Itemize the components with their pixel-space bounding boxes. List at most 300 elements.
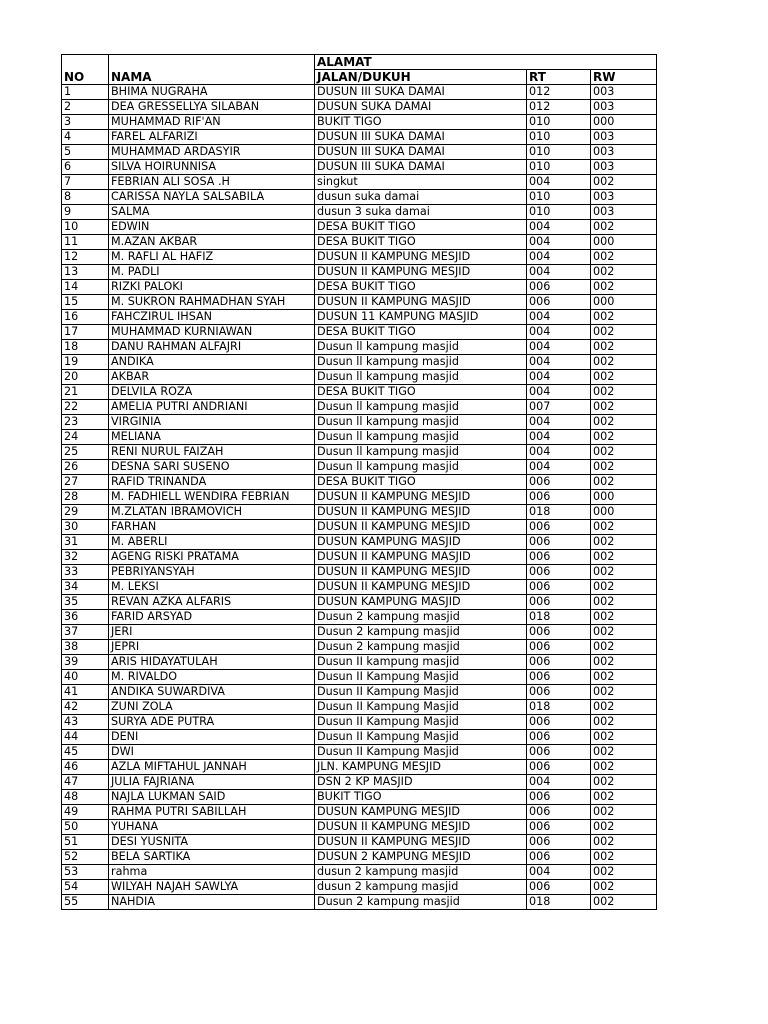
cell-jalan[interactable]: DUSUN II KAMPUNG MESJID — [315, 490, 527, 505]
cell-no[interactable]: 24 — [62, 430, 109, 445]
cell-jalan[interactable]: DUSUN III SUKA DAMAI — [315, 130, 527, 145]
cell-no[interactable]: 11 — [62, 235, 109, 250]
cell-rw[interactable]: 002 — [591, 310, 657, 325]
cell-no[interactable]: 45 — [62, 745, 109, 760]
cell-rw[interactable]: 002 — [591, 745, 657, 760]
cell-no[interactable]: 18 — [62, 340, 109, 355]
cell-nama[interactable]: ZUNI ZOLA — [109, 700, 315, 715]
cell-nama[interactable]: MELIANA — [109, 430, 315, 445]
cell-jalan[interactable]: singkut — [315, 175, 527, 190]
cell-jalan[interactable]: Dusun 2 kampung masjid — [315, 625, 527, 640]
table-row — [62, 370, 657, 385]
cell-rw[interactable]: 002 — [591, 355, 657, 370]
cell-nama[interactable]: DENI — [109, 730, 315, 745]
cell-nama[interactable]: FAREL ALFARIZI — [109, 130, 315, 145]
cell-nama[interactable]: EDWIN — [109, 220, 315, 235]
cell-nama[interactable]: RENI NURUL FAIZAH — [109, 445, 315, 460]
cell-rt[interactable]: 010 — [527, 145, 591, 160]
cell-no[interactable]: 26 — [62, 460, 109, 475]
cell-rt[interactable]: 006 — [527, 730, 591, 745]
table-row — [62, 640, 657, 655]
cell-no[interactable]: 28 — [62, 490, 109, 505]
cell-no[interactable]: 43 — [62, 715, 109, 730]
cell-rw[interactable]: 002 — [591, 670, 657, 685]
table-row — [62, 700, 657, 715]
cell-rt[interactable]: 010 — [527, 205, 591, 220]
cell-jalan[interactable]: DESA BUKIT TIGO — [315, 220, 527, 235]
cell-rw[interactable]: 002 — [591, 685, 657, 700]
cell-rw[interactable]: 002 — [591, 385, 657, 400]
cell-rt[interactable]: 004 — [527, 385, 591, 400]
cell-jalan[interactable]: DUSUN SUKA DAMAI — [315, 100, 527, 115]
cell-jalan[interactable]: Dusun II Kampung Masjid — [315, 685, 527, 700]
cell-rt[interactable]: 006 — [527, 475, 591, 490]
cell-rt[interactable]: 006 — [527, 880, 591, 895]
cell-no[interactable]: 14 — [62, 280, 109, 295]
cell-nama[interactable]: M.AZAN AKBAR — [109, 235, 315, 250]
cell-rt[interactable]: 006 — [527, 490, 591, 505]
cell-nama[interactable]: AZLA MIFTAHUL JANNAH — [109, 760, 315, 775]
cell-rt[interactable]: 018 — [527, 895, 591, 910]
cell-jalan[interactable]: DUSUN III SUKA DAMAI — [315, 145, 527, 160]
cell-nama[interactable]: SALMA — [109, 205, 315, 220]
cell-no[interactable]: 7 — [62, 175, 109, 190]
cell-rw[interactable]: 002 — [591, 625, 657, 640]
cell-jalan[interactable]: DUSUN III SUKA DAMAI — [315, 160, 527, 175]
cell-rt[interactable]: 004 — [527, 325, 591, 340]
cell-nama[interactable]: AGENG RISKI PRATAMA — [109, 550, 315, 565]
cell-rw[interactable]: 002 — [591, 580, 657, 595]
cell-rw[interactable]: 002 — [591, 535, 657, 550]
cell-rw[interactable]: 002 — [591, 400, 657, 415]
cell-rw[interactable]: 002 — [591, 850, 657, 865]
table-row — [62, 145, 657, 160]
cell-rt[interactable]: 006 — [527, 715, 591, 730]
cell-rt[interactable]: 007 — [527, 400, 591, 415]
cell-rt[interactable]: 004 — [527, 865, 591, 880]
cell-jalan[interactable]: dusun 2 kampung masjid — [315, 880, 527, 895]
cell-jalan[interactable]: DUSUN II KAMPUNG MESJID — [315, 505, 527, 520]
cell-no[interactable]: 35 — [62, 595, 109, 610]
cell-nama[interactable]: RAFID TRINANDA — [109, 475, 315, 490]
cell-rt[interactable]: 004 — [527, 175, 591, 190]
cell-rw[interactable]: 002 — [591, 475, 657, 490]
cell-rt[interactable]: 006 — [527, 745, 591, 760]
cell-nama[interactable]: RAHMA PUTRI SABILLAH — [109, 805, 315, 820]
cell-no[interactable]: 9 — [62, 205, 109, 220]
cell-no[interactable]: 10 — [62, 220, 109, 235]
cell-jalan[interactable]: dusun suka damai — [315, 190, 527, 205]
cell-rw[interactable]: 002 — [591, 865, 657, 880]
cell-rt[interactable]: 006 — [527, 550, 591, 565]
table-row — [62, 100, 657, 115]
cell-nama[interactable]: DESNA SARI SUSENO — [109, 460, 315, 475]
cell-rt[interactable]: 010 — [527, 115, 591, 130]
cell-nama[interactable]: JULIA FAJRIANA — [109, 775, 315, 790]
cell-rt[interactable]: 010 — [527, 130, 591, 145]
cell-jalan[interactable]: DUSUN KAMPUNG MASJID — [315, 535, 527, 550]
cell-rt[interactable]: 010 — [527, 190, 591, 205]
cell-nama[interactable]: M. RIVALDO — [109, 670, 315, 685]
cell-jalan[interactable]: Dusun ll kampung masjid — [315, 400, 527, 415]
cell-rw[interactable]: 003 — [591, 145, 657, 160]
cell-rw[interactable]: 002 — [591, 595, 657, 610]
cell-nama[interactable]: M. LEKSI — [109, 580, 315, 595]
cell-rw[interactable]: 002 — [591, 280, 657, 295]
header-alamat[interactable]: ALAMAT — [315, 55, 657, 70]
cell-no[interactable]: 17 — [62, 325, 109, 340]
cell-rt[interactable]: 006 — [527, 580, 591, 595]
cell-jalan[interactable]: DUSUN II KAMPUNG MESJID — [315, 820, 527, 835]
cell-nama[interactable]: DANU RAHMAN ALFAJRI — [109, 340, 315, 355]
cell-nama[interactable]: DESI YUSNITA — [109, 835, 315, 850]
cell-no[interactable]: 8 — [62, 190, 109, 205]
cell-nama[interactable]: M. FADHIELL WENDIRA FEBRIAN — [109, 490, 315, 505]
cell-no[interactable]: 52 — [62, 850, 109, 865]
cell-jalan[interactable]: Dusun ll kampung masjid — [315, 415, 527, 430]
cell-jalan[interactable]: DUSUN 11 KAMPUNG MASJID — [315, 310, 527, 325]
cell-rt[interactable]: 004 — [527, 265, 591, 280]
cell-rt[interactable]: 004 — [527, 775, 591, 790]
table-row — [62, 880, 657, 895]
cell-jalan[interactable]: Dusun ll kampung masjid — [315, 430, 527, 445]
student-address-table — [61, 54, 657, 910]
cell-rw[interactable]: 000 — [591, 505, 657, 520]
cell-rw[interactable]: 003 — [591, 160, 657, 175]
cell-rw[interactable]: 003 — [591, 130, 657, 145]
cell-no[interactable]: 36 — [62, 610, 109, 625]
cell-nama[interactable]: ARIS HIDAYATULAH — [109, 655, 315, 670]
cell-rt[interactable]: 004 — [527, 310, 591, 325]
cell-rw[interactable]: 002 — [591, 370, 657, 385]
cell-rt[interactable]: 004 — [527, 370, 591, 385]
header-rw[interactable]: RW — [591, 70, 657, 85]
cell-nama[interactable]: MUHAMMAD ARDASYIR — [109, 145, 315, 160]
cell-jalan[interactable]: Dusun II kampung masjid — [315, 655, 527, 670]
cell-jalan[interactable]: Dusun II Kampung Masjid — [315, 730, 527, 745]
cell-rw[interactable]: 002 — [591, 325, 657, 340]
cell-jalan[interactable]: DESA BUKIT TIGO — [315, 325, 527, 340]
cell-no[interactable]: 41 — [62, 685, 109, 700]
cell-nama[interactable]: M. ABERLI — [109, 535, 315, 550]
cell-rt[interactable]: 006 — [527, 760, 591, 775]
cell-jalan[interactable]: DUSUN KAMPUNG MASJID — [315, 595, 527, 610]
cell-nama[interactable]: RIZKI PALOKI — [109, 280, 315, 295]
cell-rw[interactable]: 003 — [591, 100, 657, 115]
cell-rt[interactable]: 012 — [527, 100, 591, 115]
cell-no[interactable]: 40 — [62, 670, 109, 685]
cell-rw[interactable]: 002 — [591, 220, 657, 235]
cell-rw[interactable]: 002 — [591, 805, 657, 820]
cell-nama[interactable]: rahma — [109, 865, 315, 880]
cell-no[interactable]: 31 — [62, 535, 109, 550]
cell-no[interactable]: 37 — [62, 625, 109, 640]
cell-jalan[interactable]: DUSUN II KAMPUNG MESJID — [315, 580, 527, 595]
cell-jalan[interactable]: Dusun II Kampung Masjid — [315, 715, 527, 730]
cell-rw[interactable]: 002 — [591, 775, 657, 790]
table-row — [62, 685, 657, 700]
cell-jalan[interactable]: DUSUN KAMPUNG MESJID — [315, 805, 527, 820]
cell-rt[interactable]: 006 — [527, 805, 591, 820]
cell-rt[interactable]: 004 — [527, 340, 591, 355]
cell-rt[interactable]: 006 — [527, 520, 591, 535]
cell-nama[interactable]: FAHCZIRUL IHSAN — [109, 310, 315, 325]
cell-rw[interactable]: 000 — [591, 490, 657, 505]
cell-nama[interactable]: FEBRIAN ALI SOSA .H — [109, 175, 315, 190]
cell-rw[interactable]: 002 — [591, 820, 657, 835]
cell-jalan[interactable]: DUSUN II KAMPUNG MASJID — [315, 295, 527, 310]
cell-jalan[interactable]: Dusun ll kampung masjid — [315, 445, 527, 460]
table-row — [62, 625, 657, 640]
cell-nama[interactable]: ANDIKA — [109, 355, 315, 370]
cell-rt[interactable]: 006 — [527, 595, 591, 610]
cell-nama[interactable]: JERI — [109, 625, 315, 640]
cell-rt[interactable]: 004 — [527, 220, 591, 235]
cell-jalan[interactable]: Dusun ll kampung masjid — [315, 340, 527, 355]
cell-no[interactable]: 55 — [62, 895, 109, 910]
cell-nama[interactable]: DEA GRESSELLYA SILABAN — [109, 100, 315, 115]
cell-rt[interactable]: 004 — [527, 250, 591, 265]
cell-jalan[interactable]: Dusun II Kampung Masjid — [315, 670, 527, 685]
cell-nama[interactable]: AMELIA PUTRI ANDRIANI — [109, 400, 315, 415]
cell-no[interactable]: 51 — [62, 835, 109, 850]
cell-jalan[interactable]: DUSUN III SUKA DAMAI — [315, 85, 527, 100]
cell-jalan[interactable]: DUSUN II KAMPUNG MESJID — [315, 835, 527, 850]
cell-nama[interactable]: REVAN AZKA ALFARIS — [109, 595, 315, 610]
cell-nama[interactable]: DWI — [109, 745, 315, 760]
cell-no[interactable]: 38 — [62, 640, 109, 655]
table-row — [62, 595, 657, 610]
cell-rt[interactable]: 004 — [527, 235, 591, 250]
cell-no[interactable]: 5 — [62, 145, 109, 160]
cell-rw[interactable]: 002 — [591, 445, 657, 460]
cell-no[interactable]: 6 — [62, 160, 109, 175]
cell-no[interactable]: 16 — [62, 310, 109, 325]
cell-jalan[interactable]: DSN 2 KP MASJID — [315, 775, 527, 790]
table-row — [62, 490, 657, 505]
cell-rt[interactable]: 006 — [527, 685, 591, 700]
cell-rt[interactable]: 010 — [527, 160, 591, 175]
cell-rt[interactable]: 006 — [527, 625, 591, 640]
cell-nama[interactable]: M.ZLATAN IBRAMOVICH — [109, 505, 315, 520]
cell-rt[interactable]: 006 — [527, 640, 591, 655]
cell-rw[interactable]: 002 — [591, 655, 657, 670]
cell-no[interactable]: 44 — [62, 730, 109, 745]
cell-jalan[interactable]: Dusun ll kampung masjid — [315, 370, 527, 385]
header-row-1 — [62, 55, 657, 70]
cell-rt[interactable]: 012 — [527, 85, 591, 100]
cell-nama[interactable]: M. PADLI — [109, 265, 315, 280]
cell-rt[interactable]: 004 — [527, 430, 591, 445]
cell-no[interactable]: 53 — [62, 865, 109, 880]
cell-rw[interactable]: 002 — [591, 880, 657, 895]
cell-nama[interactable]: BELA SARTIKA — [109, 850, 315, 865]
cell-rt[interactable]: 006 — [527, 670, 591, 685]
cell-rt[interactable]: 006 — [527, 850, 591, 865]
cell-rt[interactable]: 004 — [527, 355, 591, 370]
cell-nama[interactable]: WILYAH NAJAH SAWLYA — [109, 880, 315, 895]
cell-no[interactable]: 34 — [62, 580, 109, 595]
cell-rw[interactable]: 003 — [591, 205, 657, 220]
cell-jalan[interactable]: Dusun 2 kampung masjid — [315, 895, 527, 910]
cell-no[interactable]: 22 — [62, 400, 109, 415]
cell-no[interactable]: 4 — [62, 130, 109, 145]
cell-rw[interactable]: 002 — [591, 760, 657, 775]
cell-rw[interactable]: 000 — [591, 295, 657, 310]
cell-no[interactable]: 54 — [62, 880, 109, 895]
cell-no[interactable]: 42 — [62, 700, 109, 715]
cell-jalan[interactable]: Dusun 2 kampung masjid — [315, 610, 527, 625]
table-row — [62, 355, 657, 370]
cell-jalan[interactable]: Dusun II Kampung Masjid — [315, 700, 527, 715]
cell-no[interactable]: 20 — [62, 370, 109, 385]
cell-rw[interactable]: 002 — [591, 610, 657, 625]
cell-nama[interactable]: AKBAR — [109, 370, 315, 385]
cell-no[interactable]: 32 — [62, 550, 109, 565]
cell-nama[interactable]: M. RAFLI AL HAFIZ — [109, 250, 315, 265]
cell-no[interactable]: 27 — [62, 475, 109, 490]
cell-rt[interactable]: 006 — [527, 535, 591, 550]
cell-jalan[interactable]: DUSUN II KAMPUNG MESJID — [315, 265, 527, 280]
cell-nama[interactable]: VIRGINIA — [109, 415, 315, 430]
cell-rw[interactable]: 003 — [591, 85, 657, 100]
cell-no[interactable]: 33 — [62, 565, 109, 580]
cell-rt[interactable]: 004 — [527, 460, 591, 475]
cell-no[interactable]: 1 — [62, 85, 109, 100]
cell-rt[interactable]: 006 — [527, 790, 591, 805]
cell-rw[interactable]: 002 — [591, 250, 657, 265]
cell-no[interactable]: 15 — [62, 295, 109, 310]
cell-rw[interactable]: 003 — [591, 190, 657, 205]
cell-rt[interactable]: 006 — [527, 820, 591, 835]
cell-nama[interactable]: MUHAMMAD KURNIAWAN — [109, 325, 315, 340]
cell-jalan[interactable]: DESA BUKIT TIGO — [315, 280, 527, 295]
table-row — [62, 220, 657, 235]
cell-nama[interactable]: SURYA ADE PUTRA — [109, 715, 315, 730]
cell-no[interactable]: 49 — [62, 805, 109, 820]
cell-nama[interactable]: BHIMA NUGRAHA — [109, 85, 315, 100]
cell-jalan[interactable]: Dusun ll kampung masjid — [315, 355, 527, 370]
cell-rw[interactable]: 002 — [591, 730, 657, 745]
cell-no[interactable]: 12 — [62, 250, 109, 265]
cell-jalan[interactable]: DUSUN II KAMPUNG MESJID — [315, 520, 527, 535]
cell-jalan[interactable]: DUSUN II KAMPUNG MASJID — [315, 550, 527, 565]
cell-nama[interactable]: ANDIKA SUWARDIVA — [109, 685, 315, 700]
cell-nama[interactable]: FARID ARSYAD — [109, 610, 315, 625]
cell-rw[interactable]: 000 — [591, 235, 657, 250]
cell-no[interactable]: 47 — [62, 775, 109, 790]
cell-jalan[interactable]: DUSUN II KAMPUNG MESJID — [315, 565, 527, 580]
cell-rw[interactable]: 002 — [591, 340, 657, 355]
cell-nama[interactable]: M. SUKRON RAHMADHAN SYAH — [109, 295, 315, 310]
cell-no[interactable]: 46 — [62, 760, 109, 775]
cell-rw[interactable]: 002 — [591, 550, 657, 565]
cell-nama[interactable]: JEPRI — [109, 640, 315, 655]
cell-rw[interactable]: 002 — [591, 715, 657, 730]
cell-rt[interactable]: 018 — [527, 505, 591, 520]
cell-no[interactable]: 48 — [62, 790, 109, 805]
cell-rw[interactable]: 002 — [591, 790, 657, 805]
cell-jalan[interactable]: Dusun ll kampung masjid — [315, 460, 527, 475]
cell-jalan[interactable]: JLN. KAMPUNG MESJID — [315, 760, 527, 775]
cell-jalan[interactable]: dusun 3 suka damai — [315, 205, 527, 220]
cell-rw[interactable]: 002 — [591, 520, 657, 535]
cell-nama[interactable]: PEBRIYANSYAH — [109, 565, 315, 580]
header-nama[interactable]: NAMA — [109, 55, 315, 85]
cell-jalan[interactable]: DUSUN 2 KAMPUNG MESJID — [315, 850, 527, 865]
cell-no[interactable]: 50 — [62, 820, 109, 835]
cell-rt[interactable]: 018 — [527, 610, 591, 625]
cell-rw[interactable]: 002 — [591, 565, 657, 580]
cell-jalan[interactable]: DESA BUKIT TIGO — [315, 235, 527, 250]
table-row — [62, 250, 657, 265]
header-no[interactable]: NO — [62, 55, 109, 85]
cell-no[interactable]: 30 — [62, 520, 109, 535]
header-jalan[interactable]: JALAN/DUKUH — [315, 70, 527, 85]
header-rt[interactable]: RT — [527, 70, 591, 85]
cell-jalan[interactable]: BUKIT TIGO — [315, 790, 527, 805]
cell-no[interactable]: 2 — [62, 100, 109, 115]
cell-no[interactable]: 23 — [62, 415, 109, 430]
cell-jalan[interactable]: Dusun II Kampung Masjid — [315, 745, 527, 760]
cell-nama[interactable]: NAJLA LUKMAN SAID — [109, 790, 315, 805]
cell-rt[interactable]: 004 — [527, 445, 591, 460]
cell-rt[interactable]: 006 — [527, 280, 591, 295]
cell-rt[interactable]: 006 — [527, 655, 591, 670]
cell-nama[interactable]: SILVA HOIRUNNISA — [109, 160, 315, 175]
cell-rt[interactable]: 006 — [527, 295, 591, 310]
cell-nama[interactable]: NAHDIA — [109, 895, 315, 910]
cell-rw[interactable]: 002 — [591, 175, 657, 190]
cell-rt[interactable]: 018 — [527, 700, 591, 715]
table-row — [62, 205, 657, 220]
cell-rt[interactable]: 006 — [527, 835, 591, 850]
cell-nama[interactable]: CARISSA NAYLA SALSABILA — [109, 190, 315, 205]
cell-rw[interactable]: 002 — [591, 415, 657, 430]
cell-rw[interactable]: 002 — [591, 265, 657, 280]
cell-no[interactable]: 3 — [62, 115, 109, 130]
cell-jalan[interactable]: dusun 2 kampung masjid — [315, 865, 527, 880]
cell-rw[interactable]: 000 — [591, 115, 657, 130]
cell-nama[interactable]: DELVILA ROZA — [109, 385, 315, 400]
table-row — [62, 430, 657, 445]
cell-rt[interactable]: 004 — [527, 415, 591, 430]
cell-jalan[interactable]: BUKIT TIGO — [315, 115, 527, 130]
cell-no[interactable]: 29 — [62, 505, 109, 520]
cell-no[interactable]: 25 — [62, 445, 109, 460]
table-row — [62, 190, 657, 205]
cell-nama[interactable]: FARHAN — [109, 520, 315, 535]
cell-rw[interactable]: 002 — [591, 895, 657, 910]
cell-rw[interactable]: 002 — [591, 460, 657, 475]
cell-no[interactable]: 13 — [62, 265, 109, 280]
cell-rw[interactable]: 002 — [591, 430, 657, 445]
cell-nama[interactable]: MUHAMMAD RIF'AN — [109, 115, 315, 130]
cell-jalan[interactable]: DESA BUKIT TIGO — [315, 475, 527, 490]
cell-rw[interactable]: 002 — [591, 700, 657, 715]
cell-jalan[interactable]: DUSUN II KAMPUNG MESJID — [315, 250, 527, 265]
cell-rt[interactable]: 006 — [527, 565, 591, 580]
cell-rw[interactable]: 002 — [591, 835, 657, 850]
cell-no[interactable]: 19 — [62, 355, 109, 370]
cell-no[interactable]: 39 — [62, 655, 109, 670]
cell-rw[interactable]: 002 — [591, 640, 657, 655]
cell-nama[interactable]: YUHANA — [109, 820, 315, 835]
cell-no[interactable]: 21 — [62, 385, 109, 400]
cell-jalan[interactable]: Dusun 2 kampung masjid — [315, 640, 527, 655]
cell-jalan[interactable]: DESA BUKIT TIGO — [315, 385, 527, 400]
table-row — [62, 745, 657, 760]
